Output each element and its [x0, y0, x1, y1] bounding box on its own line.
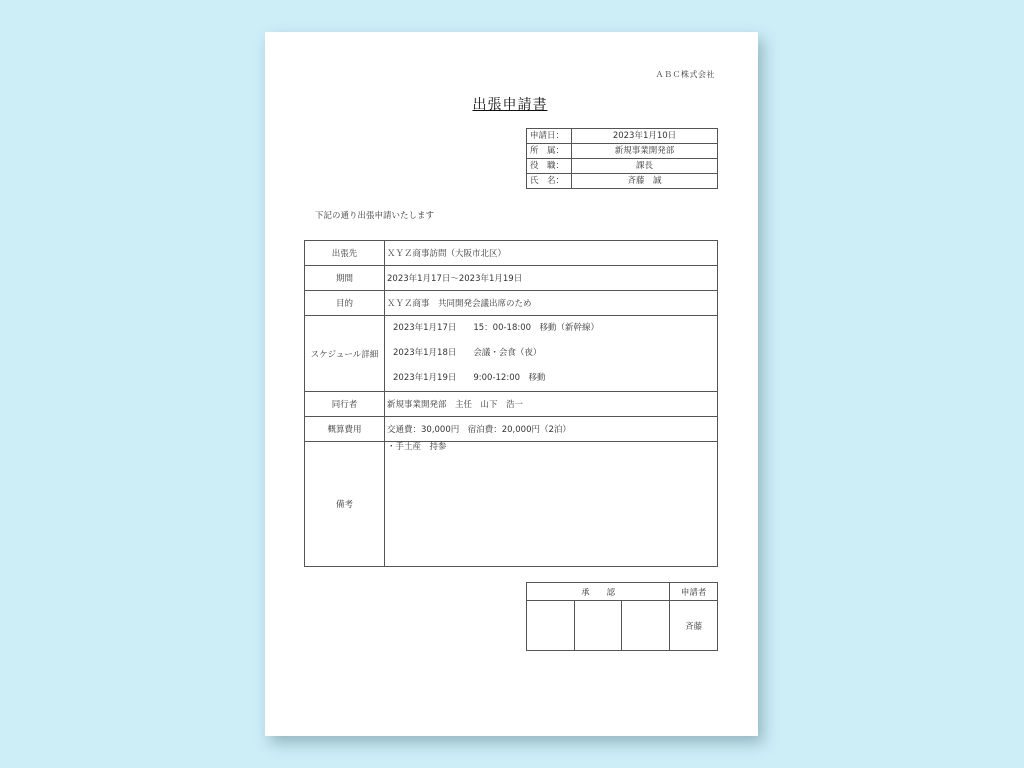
info-row [527, 174, 718, 189]
info-value: 斉藤 誠 [572, 174, 718, 189]
approval-header-row [527, 583, 718, 601]
info-row [527, 159, 718, 174]
approval-stamp-box [622, 601, 670, 651]
document-sheet [265, 32, 758, 736]
info-value: 2023年1月10日 [572, 129, 718, 144]
applicant-seal: 斉藤 [670, 601, 718, 651]
notes-label: 備考 [305, 442, 385, 567]
destination-label: 出張先 [305, 241, 385, 266]
schedule-line: 2023年1月17日 15：00-18:00 移動（新幹線） [393, 323, 600, 333]
table-row [305, 417, 718, 442]
info-label: 役 職： [527, 159, 572, 174]
table-row [305, 316, 718, 392]
approval-stamp-box [574, 601, 622, 651]
info-value: 課長 [572, 159, 718, 174]
table-row [305, 266, 718, 291]
intro-text: 下記の通り出張申請いたします [315, 211, 435, 221]
period-label: 期間 [305, 266, 385, 291]
info-label: 所 属： [527, 144, 572, 159]
cost-label: 概算費用 [305, 417, 385, 442]
approval-label: 承 認 [527, 583, 670, 601]
applicant-label: 申請者 [670, 583, 718, 601]
table-row [305, 392, 718, 417]
applicant-info-table [526, 128, 718, 189]
info-label: 申請日： [527, 129, 572, 144]
companions-value: 新規事業開発部 主任 山下 浩一 [385, 392, 718, 417]
companions-label: 同行者 [305, 392, 385, 417]
purpose-label: 目的 [305, 291, 385, 316]
table-row [305, 442, 718, 567]
approval-table [526, 582, 718, 651]
period-value: 2023年1月17日～2023年1月19日 [385, 266, 718, 291]
approval-stamp-box [527, 601, 575, 651]
schedule-value [385, 316, 718, 392]
purpose-value: ＸＹＺ商事 共同開発会議出席のため [385, 291, 718, 316]
schedule-line: 2023年1月19日 9:00-12:00 移動 [393, 373, 546, 383]
approval-stamp-row [527, 601, 718, 651]
document-title: 出張申請書 [472, 97, 548, 113]
notes-value: ・手土産 持参 [385, 442, 718, 567]
info-row [527, 129, 718, 144]
company-name: ＡＢＣ株式会社 [655, 70, 715, 79]
cost-value: 交通費：30,000円 宿泊費：20,000円（2泊） [385, 417, 718, 442]
destination-value: ＸＹＺ商事訪問（大阪市北区） [385, 241, 718, 266]
info-row [527, 144, 718, 159]
table-row [305, 241, 718, 266]
info-value: 新規事業開発部 [572, 144, 718, 159]
table-row [305, 291, 718, 316]
trip-details-table [304, 240, 718, 567]
schedule-label: スケジュール詳細 [305, 316, 385, 392]
info-label: 氏 名： [527, 174, 572, 189]
schedule-line: 2023年1月18日 会議・会食（夜） [393, 348, 542, 358]
